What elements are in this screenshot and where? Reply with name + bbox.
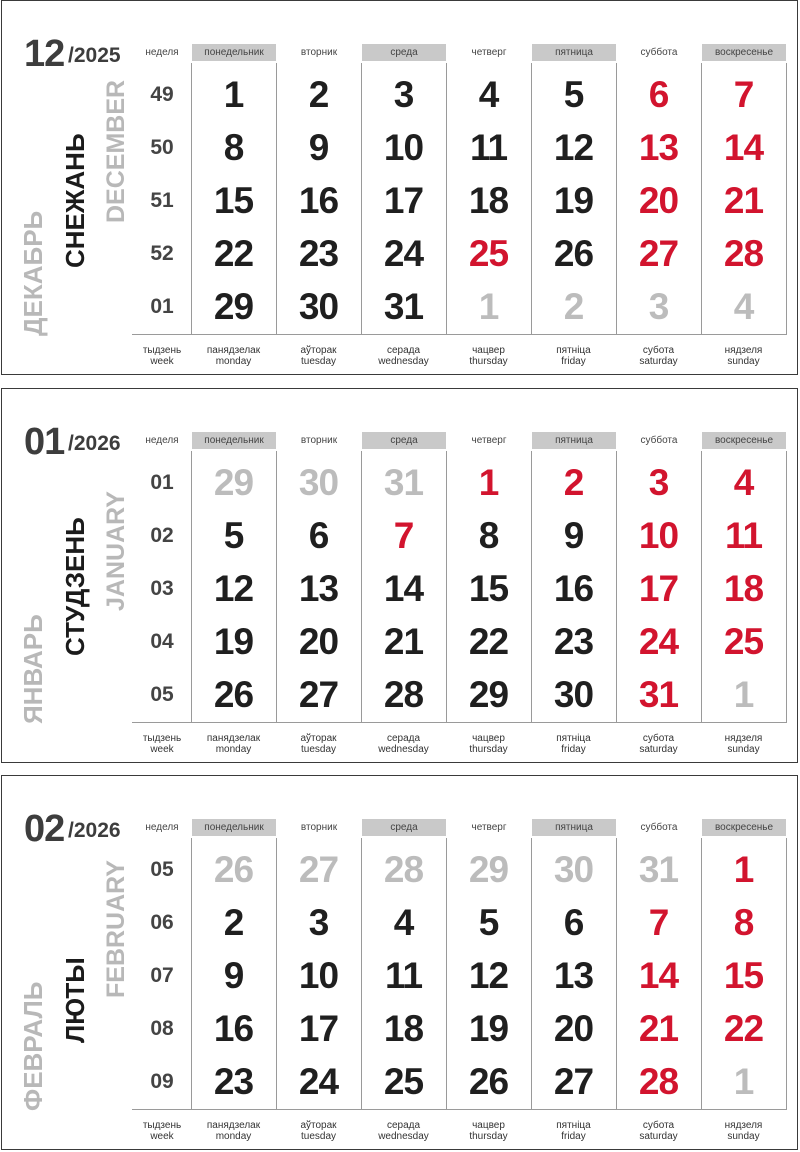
week-number: 05 xyxy=(150,683,174,706)
day-cell: 10 xyxy=(383,127,424,168)
day-cell: 5 xyxy=(223,515,244,556)
day-cell: 18 xyxy=(383,1008,424,1049)
day-cell: 25 xyxy=(383,1061,424,1102)
header-day: четверг xyxy=(471,435,507,446)
footer-day xyxy=(361,1120,446,1142)
footer-label-by: тыдзень xyxy=(142,733,182,744)
month-number: 01 xyxy=(24,421,65,463)
day-cell: 29 xyxy=(468,674,509,715)
week-number: 02 xyxy=(150,524,174,547)
day-cell: 4 xyxy=(733,286,754,327)
day-cell: 1 xyxy=(733,1061,754,1102)
day-cell: 23 xyxy=(298,233,339,274)
footer-day xyxy=(531,1120,616,1142)
day-cell: 2 xyxy=(308,74,329,115)
day-cell: 20 xyxy=(553,1008,594,1049)
header-day: вторник xyxy=(300,47,338,58)
day-cell: 28 xyxy=(638,1061,679,1102)
month-panel xyxy=(1,0,798,375)
day-cell: 3 xyxy=(648,462,669,503)
day-cell: 29 xyxy=(213,462,254,503)
week-number: 50 xyxy=(150,136,174,159)
header-day: среда xyxy=(362,432,446,449)
day-cell: 23 xyxy=(213,1061,254,1102)
day-cell: 8 xyxy=(478,515,499,556)
footer-label-by: аўторак xyxy=(300,733,337,744)
week-number: 51 xyxy=(150,189,174,212)
footer-label-en: week xyxy=(150,744,174,755)
day-cell: 19 xyxy=(468,1008,509,1049)
week-number: 04 xyxy=(150,630,174,653)
footer-label-by: нядзеля xyxy=(724,733,763,744)
footer-day xyxy=(701,345,786,367)
day-cell: 21 xyxy=(723,180,764,221)
day-cell: 9 xyxy=(563,515,584,556)
day-cell: 3 xyxy=(648,286,669,327)
footer-label-en: monday xyxy=(215,744,252,755)
week-number: 49 xyxy=(150,83,174,106)
header-day: понедельник xyxy=(192,432,276,449)
month-number: 02 xyxy=(24,808,65,850)
week-number: 03 xyxy=(150,577,174,600)
footer-day xyxy=(446,345,531,367)
footer-week xyxy=(132,345,192,367)
day-cell: 2 xyxy=(563,286,584,327)
week-number: 01 xyxy=(150,471,174,494)
footer-label-en: wednesday xyxy=(378,356,429,367)
day-cell: 16 xyxy=(553,568,594,609)
day-cell: 19 xyxy=(213,621,254,662)
day-cell: 6 xyxy=(648,74,669,115)
footer-day xyxy=(446,1120,531,1142)
footer-label-en: thursday xyxy=(469,1131,508,1142)
day-cell: 3 xyxy=(308,902,329,943)
footer-day xyxy=(701,733,786,755)
day-cell: 28 xyxy=(383,674,424,715)
footer-week xyxy=(132,1120,192,1142)
day-cell: 7 xyxy=(648,902,669,943)
footer-label-en: sunday xyxy=(727,1131,760,1142)
day-cell: 27 xyxy=(553,1061,594,1102)
month-name-en: FEBRUARY xyxy=(102,860,130,998)
footer-label-en: friday xyxy=(561,1131,586,1142)
day-cell: 22 xyxy=(213,233,254,274)
day-cell: 23 xyxy=(553,621,594,662)
footer-label-by: пятніца xyxy=(556,1120,591,1131)
footer-day xyxy=(191,1120,276,1142)
day-cell: 13 xyxy=(553,955,594,996)
header-day: воскресенье xyxy=(702,819,786,836)
header-day: пятница xyxy=(532,44,616,61)
footer-day xyxy=(531,733,616,755)
day-cell: 11 xyxy=(724,515,763,556)
day-cell: 1 xyxy=(478,286,499,327)
header-day: пятница xyxy=(532,432,616,449)
day-cell: 5 xyxy=(563,74,584,115)
header-day: пятница xyxy=(532,819,616,836)
day-cell: 14 xyxy=(638,955,679,996)
day-cell: 26 xyxy=(213,849,254,890)
day-cell: 4 xyxy=(393,902,414,943)
footer-label-en: tuesday xyxy=(300,356,337,367)
day-cell: 1 xyxy=(478,462,499,503)
header-day: вторник xyxy=(300,822,338,833)
week-number: 08 xyxy=(150,1017,174,1040)
footer-day xyxy=(531,345,616,367)
week-number: 05 xyxy=(150,858,174,881)
day-cell: 6 xyxy=(308,515,329,556)
footer-label-by: серада xyxy=(386,345,421,356)
day-cell: 9 xyxy=(308,127,329,168)
footer-label-by: панядзелак xyxy=(206,345,261,356)
header-day: суббота xyxy=(640,47,678,58)
footer-label-by: серада xyxy=(386,1120,421,1131)
day-cell: 26 xyxy=(213,674,254,715)
day-cell: 29 xyxy=(213,286,254,327)
day-cell: 15 xyxy=(723,955,764,996)
day-cell: 1 xyxy=(733,849,754,890)
day-cell: 4 xyxy=(733,462,754,503)
footer-label-en: wednesday xyxy=(378,1131,429,1142)
day-cell: 9 xyxy=(223,955,244,996)
footer-label-by: тыдзень xyxy=(142,1120,182,1131)
header-week: неделя xyxy=(132,44,192,61)
day-cell: 1 xyxy=(733,674,754,715)
bottom-divider xyxy=(132,334,787,335)
footer-day xyxy=(191,733,276,755)
day-cell: 30 xyxy=(298,462,339,503)
month-year: /2026 xyxy=(68,819,121,842)
day-cell: 27 xyxy=(638,233,679,274)
footer-label-en: tuesday xyxy=(300,1131,337,1142)
footer-day xyxy=(616,1120,701,1142)
footer-day xyxy=(276,733,361,755)
footer-label-en: saturday xyxy=(639,1131,678,1142)
day-cell: 22 xyxy=(468,621,509,662)
footer-label-en: saturday xyxy=(639,744,678,755)
footer-day xyxy=(616,733,701,755)
footer-label-by: чацвер xyxy=(472,345,505,356)
week-number: 09 xyxy=(150,1070,174,1093)
day-cell: 2 xyxy=(223,902,244,943)
day-cell: 15 xyxy=(468,568,509,609)
day-cell: 28 xyxy=(383,849,424,890)
day-cell: 11 xyxy=(469,127,508,168)
footer-label-by: аўторак xyxy=(300,1120,337,1131)
day-cell: 5 xyxy=(478,902,499,943)
month-panel xyxy=(1,775,798,1150)
footer-day xyxy=(276,345,361,367)
header-day: четверг xyxy=(471,47,507,58)
header-day: понедельник xyxy=(192,44,276,61)
month-year: /2026 xyxy=(68,432,121,455)
footer-label-en: thursday xyxy=(469,744,508,755)
day-cell: 3 xyxy=(393,74,414,115)
day-cell: 31 xyxy=(383,462,424,503)
footer-label-en: thursday xyxy=(469,356,508,367)
day-cell: 21 xyxy=(638,1008,679,1049)
day-cell: 7 xyxy=(733,74,754,115)
day-cell: 16 xyxy=(213,1008,254,1049)
footer-label-en: week xyxy=(150,356,174,367)
day-cell: 30 xyxy=(553,674,594,715)
day-cell: 25 xyxy=(723,621,764,662)
month-name-ru: ФЕВРАЛЬ xyxy=(18,981,48,1111)
month-name-by: СНЕЖАНЬ xyxy=(60,133,90,268)
day-cell: 13 xyxy=(298,568,339,609)
day-cell: 8 xyxy=(223,127,244,168)
footer-label-by: панядзелак xyxy=(206,733,261,744)
month-name-ru: ЯНВАРЬ xyxy=(18,614,48,724)
footer-label-by: панядзелак xyxy=(206,1120,261,1131)
month-name-by: ЛЮТЫ xyxy=(60,957,90,1043)
day-cell: 29 xyxy=(468,849,509,890)
day-cell: 24 xyxy=(638,621,679,662)
day-cell: 1 xyxy=(223,74,244,115)
day-cell: 14 xyxy=(383,568,424,609)
footer-label-by: субота xyxy=(642,1120,675,1131)
day-cell: 28 xyxy=(723,233,764,274)
footer-label-by: нядзеля xyxy=(724,1120,763,1131)
day-cell: 27 xyxy=(298,674,339,715)
footer-day xyxy=(446,733,531,755)
footer-label-by: чацвер xyxy=(472,733,505,744)
bottom-divider xyxy=(132,722,787,723)
footer-label-en: sunday xyxy=(727,356,760,367)
day-cell: 15 xyxy=(213,180,254,221)
day-cell: 11 xyxy=(384,955,423,996)
day-cell: 12 xyxy=(553,127,594,168)
day-cell: 16 xyxy=(298,180,339,221)
footer-label-by: тыдзень xyxy=(142,345,182,356)
day-cell: 17 xyxy=(383,180,424,221)
header-day: среда xyxy=(362,819,446,836)
day-cell: 18 xyxy=(723,568,764,609)
bottom-divider xyxy=(132,1109,787,1110)
day-cell: 6 xyxy=(563,902,584,943)
day-cell: 21 xyxy=(383,621,424,662)
day-cell: 24 xyxy=(298,1061,339,1102)
day-cell: 27 xyxy=(298,849,339,890)
week-number: 52 xyxy=(150,242,174,265)
day-cell: 17 xyxy=(638,568,679,609)
day-cell: 31 xyxy=(638,674,679,715)
header-day: четверг xyxy=(471,822,507,833)
day-cell: 18 xyxy=(468,180,509,221)
day-cell: 2 xyxy=(563,462,584,503)
month-number: 12 xyxy=(24,33,65,75)
header-day: суббота xyxy=(640,435,678,446)
footer-day xyxy=(276,1120,361,1142)
day-cell: 26 xyxy=(468,1061,509,1102)
day-cell: 7 xyxy=(393,515,414,556)
footer-label-en: monday xyxy=(215,356,252,367)
footer-label-en: monday xyxy=(215,1131,252,1142)
footer-label-by: пятніца xyxy=(556,733,591,744)
footer-label-en: wednesday xyxy=(378,744,429,755)
footer-label-en: tuesday xyxy=(300,744,337,755)
day-cell: 12 xyxy=(468,955,509,996)
week-number: 01 xyxy=(150,295,174,318)
day-cell: 17 xyxy=(298,1008,339,1049)
day-cell: 10 xyxy=(298,955,339,996)
day-cell: 26 xyxy=(553,233,594,274)
footer-label-by: субота xyxy=(642,733,675,744)
day-cell: 8 xyxy=(733,902,754,943)
day-cell: 10 xyxy=(638,515,679,556)
header-week: неделя xyxy=(132,432,192,449)
footer-label-by: серада xyxy=(386,733,421,744)
day-cell: 22 xyxy=(723,1008,764,1049)
footer-label-en: friday xyxy=(561,744,586,755)
footer-week xyxy=(132,733,192,755)
header-day: суббота xyxy=(640,822,678,833)
month-name-ru: ДЕКАБРЬ xyxy=(18,210,48,336)
month-name-by: СТУДЗЕНЬ xyxy=(60,517,90,656)
header-week: неделя xyxy=(132,819,192,836)
header-day: воскресенье xyxy=(702,44,786,61)
day-cell: 13 xyxy=(638,127,679,168)
footer-label-en: week xyxy=(150,1131,174,1142)
header-day: вторник xyxy=(300,435,338,446)
footer-day xyxy=(361,733,446,755)
week-number: 06 xyxy=(150,911,174,934)
day-cell: 25 xyxy=(468,233,509,274)
footer-label-by: аўторак xyxy=(300,345,337,356)
footer-label-by: пятніца xyxy=(556,345,591,356)
day-cell: 20 xyxy=(638,180,679,221)
footer-day xyxy=(191,345,276,367)
day-cell: 30 xyxy=(298,286,339,327)
column-divider xyxy=(786,838,787,1109)
footer-day xyxy=(701,1120,786,1142)
day-cell: 19 xyxy=(553,180,594,221)
month-name-en: JANUARY xyxy=(102,491,130,611)
day-cell: 14 xyxy=(723,127,764,168)
footer-day xyxy=(616,345,701,367)
day-cell: 4 xyxy=(478,74,499,115)
month-panel xyxy=(1,388,798,763)
column-divider xyxy=(786,451,787,722)
footer-label-by: нядзеля xyxy=(724,345,763,356)
week-number: 07 xyxy=(150,964,174,987)
day-cell: 31 xyxy=(383,286,424,327)
footer-label-by: субота xyxy=(642,345,675,356)
day-cell: 12 xyxy=(213,568,254,609)
column-divider xyxy=(786,63,787,334)
month-year: /2025 xyxy=(68,44,121,67)
footer-label-en: friday xyxy=(561,356,586,367)
header-day: понедельник xyxy=(192,819,276,836)
footer-day xyxy=(361,345,446,367)
day-cell: 20 xyxy=(298,621,339,662)
month-name-en: DECEMBER xyxy=(102,79,130,223)
day-cell: 24 xyxy=(383,233,424,274)
day-cell: 31 xyxy=(638,849,679,890)
footer-label-en: saturday xyxy=(639,356,678,367)
footer-label-en: sunday xyxy=(727,744,760,755)
header-day: воскресенье xyxy=(702,432,786,449)
footer-label-by: чацвер xyxy=(472,1120,505,1131)
day-cell: 30 xyxy=(553,849,594,890)
header-day: среда xyxy=(362,44,446,61)
